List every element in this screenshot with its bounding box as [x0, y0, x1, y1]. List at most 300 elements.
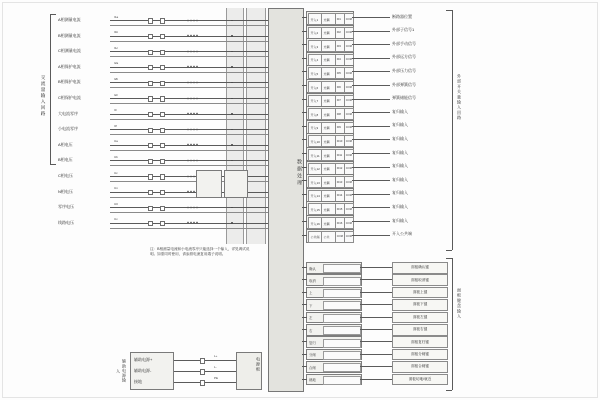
- di-channel-cell: [308, 231, 322, 243]
- keypad-link-wire: [302, 379, 307, 380]
- digital-input-module[interactable]: [306, 79, 354, 93]
- di-opto-label: 光耦: [323, 85, 330, 90]
- di-channel-cell: [308, 149, 322, 161]
- di-com-cell: [344, 67, 354, 79]
- ct-coil-symbol: [186, 158, 198, 163]
- ac-terminal-code: Ub: [114, 154, 118, 159]
- di-code-label: DI9: [336, 126, 341, 130]
- di-signal-label: 外部手动信号: [392, 40, 416, 46]
- di-com-cell: [344, 108, 354, 120]
- ac-terminal-code: I1c: [114, 45, 119, 50]
- ac-terminal-code: I2c: [114, 92, 119, 97]
- ac-terminal[interactable]: [160, 81, 165, 86]
- wire-junction-dot: [231, 144, 233, 146]
- di-channel-label: 开入15: [310, 207, 320, 212]
- digital-input-module[interactable]: [306, 229, 354, 243]
- di-code-label: DI14: [336, 194, 343, 198]
- di-field-wire: [352, 58, 390, 59]
- keypad-field-wire: [360, 329, 392, 330]
- ct-coil-symbol: [186, 80, 198, 85]
- di-signal-label: 弹簧储能信号: [392, 95, 416, 101]
- digital-input-module[interactable]: [306, 188, 354, 202]
- di-channel-cell: [308, 54, 322, 66]
- digital-input-module[interactable]: [306, 93, 354, 107]
- di-channel-cell: [308, 95, 322, 107]
- keypad-link-wire: [302, 267, 307, 268]
- ac-terminal[interactable]: [160, 96, 165, 101]
- kb-bracket: [452, 258, 453, 390]
- di-signal-label: 复归输入: [392, 190, 408, 196]
- keypad-field-wire: [360, 317, 392, 318]
- ct-coil-symbol: [186, 111, 198, 116]
- ac-input-wire-return: [110, 41, 268, 42]
- di-channel-label: 开入9: [310, 126, 319, 131]
- aux-line-label: 辅助电源+: [134, 357, 153, 362]
- ac-terminal[interactable]: [160, 159, 165, 164]
- digital-input-module[interactable]: [306, 25, 354, 39]
- di-code-label: DI10: [336, 139, 343, 143]
- keypad-switch-symbol: [323, 277, 361, 286]
- keypad-link-wire: [302, 304, 307, 305]
- di-signal-label: 复归输入: [392, 204, 408, 209]
- di-code-label: DI8: [336, 112, 341, 116]
- aux-terminal[interactable]: [200, 369, 205, 374]
- di-com-label: COM: [345, 126, 352, 130]
- di-com-cell: [344, 203, 354, 215]
- ac-terminal-code: I0': [114, 123, 118, 128]
- ac-input-wire-return: [110, 72, 268, 73]
- di-opto-cell: [321, 217, 336, 229]
- digital-input-module[interactable]: [306, 201, 354, 215]
- ac-terminal[interactable]: [148, 81, 153, 86]
- di-link-wire: [302, 221, 307, 222]
- di-field-wire: [352, 99, 390, 100]
- keypad-key-label: 合闸: [309, 365, 316, 370]
- di-bracket: [452, 10, 453, 250]
- di-link-wire: [302, 112, 307, 113]
- ac-terminal[interactable]: [148, 112, 153, 117]
- wire-junction-dot: [231, 35, 233, 37]
- di-com-cell: [344, 40, 354, 52]
- aux-terminal-code: L-: [214, 365, 217, 370]
- ac-input-wire-return: [110, 150, 268, 151]
- ac-terminal-code: I2a: [114, 61, 119, 66]
- keypad-field-wire: [360, 267, 392, 268]
- di-com-label: COM: [345, 194, 352, 198]
- ac-terminal[interactable]: [148, 190, 153, 195]
- aux-line-label: 接地: [134, 379, 142, 384]
- keypad-row[interactable]: [306, 361, 362, 373]
- di-signal-label: 开入公共端: [392, 231, 412, 237]
- digital-input-module[interactable]: [306, 106, 354, 120]
- di-code-label: DI4: [336, 58, 341, 62]
- keypad-switch-symbol: [323, 351, 361, 360]
- di-opto-cell: [321, 95, 336, 107]
- di-com-label: COM: [345, 221, 352, 225]
- ac-terminal-code: Ux: [114, 217, 118, 222]
- ac-input-wire-return: [110, 212, 268, 213]
- right-section-title-2: 面板键盘输入: [457, 288, 462, 320]
- di-opto-label: 光耦: [323, 153, 330, 158]
- di-link-wire: [302, 126, 307, 127]
- di-com-cell: [344, 135, 354, 147]
- di-com-label: COM: [345, 58, 352, 62]
- di-channel-label: 公共端: [310, 235, 320, 240]
- keypad-key-label: 取消: [309, 278, 316, 283]
- di-opto-cell: [321, 81, 336, 93]
- di-signal-label: 复归输入: [392, 136, 408, 141]
- di-channel-cell: [308, 217, 322, 229]
- bus-column-b: [246, 8, 266, 244]
- wire-junction-dot: [231, 20, 233, 22]
- di-channel-label: 开入7: [310, 99, 319, 104]
- di-link-wire: [302, 167, 307, 168]
- di-signal-label: 复归输入: [392, 176, 408, 182]
- di-signal-label: 外部压力信号: [392, 68, 416, 73]
- digital-input-module[interactable]: [306, 38, 354, 52]
- di-channel-cell: [308, 13, 322, 25]
- ac-terminal[interactable]: [148, 18, 153, 23]
- di-channel-cell: [308, 190, 322, 202]
- di-code-label: DI11: [336, 153, 343, 157]
- di-code-label: DI15: [336, 207, 343, 211]
- di-opto-cell: [321, 40, 336, 52]
- keypad-link-wire: [302, 292, 307, 293]
- power-board-label: 电源板: [256, 357, 261, 372]
- left-bracket: [50, 14, 51, 164]
- keypad-row[interactable]: [306, 262, 362, 274]
- pt-group-box-2: [224, 170, 248, 198]
- di-com-cell: [344, 149, 354, 161]
- di-code-label: DI1: [336, 17, 341, 21]
- ac-input-label: 线路电压: [58, 219, 74, 225]
- di-field-wire: [352, 71, 390, 72]
- ac-input-label: 小电流零序: [58, 126, 78, 132]
- ac-input-label: B相测量电流: [58, 32, 81, 38]
- di-code-label: COM: [336, 235, 343, 239]
- keypad-row[interactable]: [306, 287, 362, 299]
- di-opto-cell: [321, 149, 336, 161]
- ac-terminal[interactable]: [160, 190, 165, 195]
- digital-input-module[interactable]: [306, 52, 354, 66]
- ac-input-label: C相电压: [58, 173, 73, 178]
- keypad-switch-symbol: [323, 314, 361, 323]
- ac-terminal[interactable]: [148, 96, 153, 101]
- di-link-wire: [302, 44, 307, 45]
- di-signal-label: 复归输入: [392, 108, 408, 114]
- keypad-link-wire: [302, 341, 307, 342]
- ct-coil-symbol: [186, 18, 198, 23]
- ac-input-label: 大电流零序: [58, 110, 78, 116]
- kb-bracket-bottom: [446, 390, 452, 391]
- di-signal-label: 复归输入: [392, 149, 408, 155]
- di-bracket-bottom: [446, 250, 452, 251]
- wire-junction-dot: [231, 98, 233, 100]
- di-field-wire: [352, 180, 390, 181]
- digital-input-module[interactable]: [306, 174, 354, 188]
- di-opto-cell: [321, 190, 336, 202]
- keypad-row[interactable]: [306, 336, 362, 348]
- ac-input-wire-return: [110, 228, 268, 229]
- di-opto-label: 光耦: [323, 221, 330, 226]
- keypad-key-label: 就地: [309, 378, 316, 383]
- ct-coil-symbol: [186, 127, 198, 132]
- keypad-plate: 面板分闸键: [392, 349, 448, 361]
- di-channel-label: 开入14: [310, 194, 320, 199]
- ac-terminal[interactable]: [160, 143, 165, 148]
- keypad-link-wire: [302, 329, 307, 330]
- di-opto-label: 光耦: [323, 112, 330, 117]
- di-field-wire: [352, 194, 390, 195]
- di-opto-label: 光耦: [323, 17, 330, 22]
- digital-input-module[interactable]: [306, 11, 354, 25]
- keypad-field-wire: [360, 379, 392, 380]
- digital-input-module[interactable]: [306, 147, 354, 161]
- keypad-row[interactable]: [306, 349, 362, 361]
- ac-terminal[interactable]: [160, 50, 165, 55]
- di-com-cell: [344, 27, 354, 39]
- di-link-wire: [302, 207, 307, 208]
- wire-junction-dot: [231, 66, 233, 68]
- wire-junction-dot: [231, 222, 233, 224]
- di-opto-label: 光耦: [323, 71, 330, 76]
- aux-section-title: 辅助电源输入: [116, 359, 127, 383]
- di-channel-label: 开入5: [310, 71, 319, 76]
- keypad-field-wire: [360, 279, 392, 280]
- di-link-wire: [302, 153, 307, 154]
- keypad-plate: 面板上键: [392, 287, 448, 299]
- ac-terminal[interactable]: [160, 18, 165, 23]
- di-channel-cell: [308, 27, 322, 39]
- di-link-wire: [302, 180, 307, 181]
- di-field-wire: [352, 31, 390, 32]
- digital-input-module[interactable]: [306, 215, 354, 229]
- di-channel-label: 开入2: [310, 31, 319, 36]
- ac-input-label: A相测量电流: [58, 17, 81, 22]
- keypad-link-wire: [302, 366, 307, 367]
- di-code-label: DI7: [336, 99, 341, 103]
- keypad-key-label: 分闸: [309, 353, 316, 358]
- di-com-label: COM: [345, 99, 352, 103]
- ac-input-label: B相电压: [58, 157, 73, 163]
- di-com-cell: [344, 190, 354, 202]
- di-signal-label: 外部子信号1: [392, 27, 415, 33]
- ac-input-label: N相电压: [58, 188, 73, 194]
- di-field-wire: [352, 85, 390, 86]
- keypad-plate: 面板切地/就近: [392, 374, 448, 386]
- di-opto-cell: [321, 67, 336, 79]
- ac-terminal[interactable]: [148, 206, 153, 211]
- keypad-key-label: 上: [309, 291, 313, 296]
- keypad-key-label: 复归: [309, 340, 316, 345]
- ac-terminal[interactable]: [160, 34, 165, 39]
- di-opto-cell: [321, 54, 336, 66]
- ct-coil-symbol: [186, 142, 198, 147]
- ct-coil-symbol: [186, 49, 198, 54]
- ac-terminal[interactable]: [148, 128, 153, 133]
- keypad-link-wire: [302, 279, 307, 280]
- di-code-label: DI5: [336, 71, 341, 75]
- keypad-switch-symbol: [323, 376, 361, 385]
- keypad-plate: 面板下键: [392, 299, 448, 311]
- digital-input-module[interactable]: [306, 120, 354, 134]
- di-field-wire: [352, 235, 390, 236]
- keypad-switch-symbol: [323, 326, 361, 335]
- di-channel-cell: [308, 67, 322, 79]
- di-field-wire: [352, 126, 390, 127]
- ac-input-wire-return: [110, 87, 268, 88]
- digital-input-module[interactable]: [306, 133, 354, 147]
- ac-terminal-code: Ua: [114, 139, 118, 144]
- di-channel-label: 开入11: [310, 153, 320, 158]
- di-com-label: COM: [345, 153, 352, 157]
- keypad-field-wire: [360, 366, 392, 367]
- keypad-row[interactable]: [306, 299, 362, 311]
- ct-coil-symbol: [186, 33, 198, 38]
- ac-terminal[interactable]: [148, 159, 153, 164]
- di-channel-cell: [308, 176, 322, 188]
- di-signal-label: 断路器位置: [392, 13, 412, 19]
- ac-terminal[interactable]: [160, 221, 165, 226]
- ac-input-wire-return: [110, 103, 268, 104]
- keypad-switch-symbol: [323, 363, 361, 372]
- di-link-wire: [302, 17, 307, 18]
- ac-terminal-code: I1b: [114, 30, 119, 35]
- di-channel-label: 开入1: [310, 17, 319, 22]
- di-com-label: COM: [345, 235, 352, 239]
- di-opto-label: 光耦: [323, 207, 330, 212]
- di-opto-label: 公共: [323, 235, 330, 240]
- di-link-wire: [302, 194, 307, 195]
- di-opto-label: 光耦: [323, 194, 330, 199]
- ac-terminal-code: Un: [114, 186, 118, 191]
- aux-terminal-code: L+: [214, 354, 218, 359]
- di-opto-cell: [321, 163, 336, 175]
- di-field-wire: [352, 153, 390, 154]
- ct-coil-symbol: [186, 96, 198, 101]
- di-opto-cell: [321, 27, 336, 39]
- di-opto-cell: [321, 135, 336, 147]
- di-opto-cell: [321, 203, 336, 215]
- ac-terminal[interactable]: [160, 112, 165, 117]
- di-opto-label: 光耦: [323, 139, 330, 144]
- keypad-row[interactable]: [306, 324, 362, 336]
- di-opto-cell: [321, 231, 336, 243]
- di-link-wire: [302, 31, 307, 32]
- ac-terminal[interactable]: [148, 174, 153, 179]
- digital-input-module[interactable]: [306, 161, 354, 175]
- ac-terminal[interactable]: [160, 65, 165, 70]
- di-com-cell: [344, 54, 354, 66]
- keypad-key-label: 下: [309, 303, 313, 308]
- keypad-link-wire: [302, 354, 307, 355]
- data-processing-label: 数据处理: [296, 159, 302, 187]
- di-channel-label: 开入6: [310, 85, 319, 90]
- ac-input-wire-return: [110, 119, 268, 120]
- di-code-label: DI13: [336, 180, 343, 184]
- di-com-cell: [344, 176, 354, 188]
- di-link-wire: [302, 71, 307, 72]
- di-com-label: COM: [345, 44, 352, 48]
- di-channel-cell: [308, 81, 322, 93]
- ct-coil-symbol: [186, 220, 198, 225]
- ac-terminal[interactable]: [148, 65, 153, 70]
- di-channel-label: 开入12: [310, 167, 320, 172]
- bus-column-a: [226, 8, 244, 244]
- aux-terminal[interactable]: [200, 380, 205, 385]
- di-signal-label: 外部弹簧信号: [392, 81, 416, 87]
- di-signal-label: 复归输入: [392, 163, 408, 169]
- di-code-label: DI6: [336, 85, 341, 89]
- di-com-cell: [344, 81, 354, 93]
- ac-input-wire-return: [110, 56, 268, 57]
- ac-input-label: A相保护电流: [58, 63, 81, 69]
- di-com-label: COM: [345, 17, 352, 21]
- ac-terminal[interactable]: [160, 128, 165, 133]
- keypad-key-label: 左: [309, 316, 313, 321]
- di-com-cell: [344, 231, 354, 243]
- di-com-cell: [344, 122, 354, 134]
- aux-terminal-code: PE: [214, 376, 219, 381]
- ac-terminal[interactable]: [160, 174, 165, 179]
- data-processing-block: [268, 8, 304, 392]
- di-field-wire: [352, 207, 390, 208]
- right-section-title: 外部开关量输入回路: [457, 74, 462, 121]
- di-channel-label: 开入16: [310, 221, 320, 226]
- ac-input-label: 零序电压: [58, 204, 74, 210]
- ac-terminal[interactable]: [148, 221, 153, 226]
- di-opto-cell: [321, 108, 336, 120]
- di-code-label: DI12: [336, 167, 343, 171]
- ct-coil-symbol: [186, 64, 198, 69]
- di-com-label: COM: [345, 85, 352, 89]
- di-com-cell: [344, 95, 354, 107]
- keypad-plate: 面板右键: [392, 324, 448, 336]
- di-opto-cell: [321, 176, 336, 188]
- di-com-label: COM: [345, 167, 352, 171]
- aux-terminal[interactable]: [200, 358, 205, 363]
- di-opto-label: 光耦: [323, 58, 330, 63]
- di-signal-label: 外部远方信号: [392, 54, 416, 60]
- ac-terminal[interactable]: [148, 34, 153, 39]
- di-field-wire: [352, 17, 390, 18]
- ac-input-label: A相电压: [58, 141, 73, 147]
- ac-terminal[interactable]: [148, 50, 153, 55]
- di-com-label: COM: [345, 31, 352, 35]
- kb-bracket-top: [446, 258, 452, 259]
- keypad-row[interactable]: [306, 374, 362, 386]
- di-channel-label: 开入4: [310, 58, 319, 63]
- keypad-row[interactable]: [306, 274, 362, 286]
- note-text: 注：B相测量电流和小电流零序只能选择一个输入，详见调试说明。如需同时使用，请参照电流复用端子说明。: [150, 247, 250, 257]
- di-opto-label: 光耦: [323, 167, 330, 172]
- di-channel-label: 开入10: [310, 139, 320, 144]
- ac-terminal-code: Uc: [114, 170, 118, 175]
- keypad-key-label: 右: [309, 328, 313, 333]
- keypad-row[interactable]: [306, 312, 362, 324]
- keypad-plate: 面板取消键: [392, 274, 448, 286]
- ac-terminal[interactable]: [148, 143, 153, 148]
- di-channel-cell: [308, 108, 322, 120]
- ac-terminal[interactable]: [160, 206, 165, 211]
- di-bracket-top: [446, 10, 452, 11]
- di-channel-label: 开入3: [310, 44, 319, 49]
- digital-input-module[interactable]: [306, 65, 354, 79]
- keypad-switch-symbol: [323, 301, 361, 310]
- ac-input-wire-return: [110, 134, 268, 135]
- keypad-plate: 面板复归键: [392, 336, 448, 348]
- di-code-label: DI3: [336, 44, 341, 48]
